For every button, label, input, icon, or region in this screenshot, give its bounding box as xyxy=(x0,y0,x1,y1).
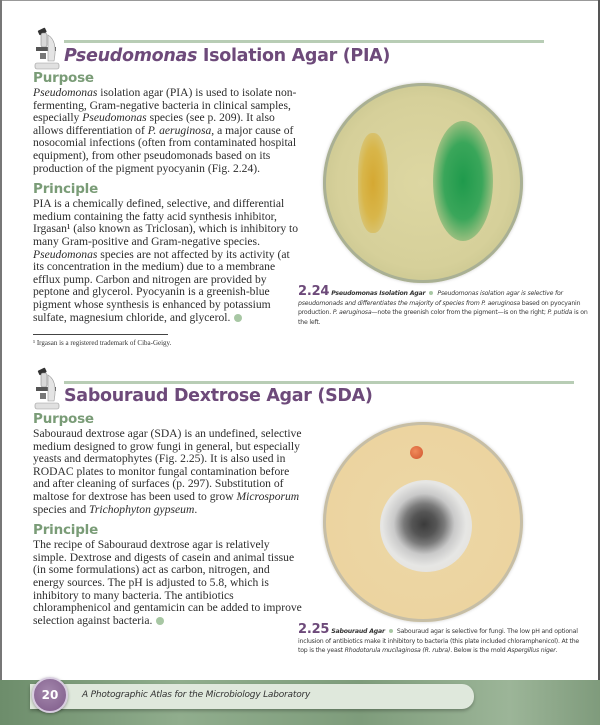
separator-dot-icon xyxy=(389,629,393,633)
purpose-paragraph: Sabouraud dextrose agar (SDA) is an undefined, selective medium designed to grow fungi in general, but especially yeasts and dermatophytes (Fig. 2.25). It is also used in RODAC plates to monitor fungal contamination before and after cleaning of surfaces (p. 297). Substitution of maltose for dextrose has been used to grow Microsporum species and Trichophyton gypseum. xyxy=(33,427,302,516)
title-rule xyxy=(64,381,574,384)
text-column xyxy=(33,411,303,633)
section-title: Pseudomonas Isolation Agar (PIA) xyxy=(64,46,391,66)
end-mark-icon xyxy=(234,314,242,322)
section-title: Sabouraud Dextrose Agar (SDA) xyxy=(64,386,373,406)
figure-caption: 2.24 Pseudomonas Isolation Agar Pseudomonas isolation agar is selective for pseudomonads and differentiates the majority of species from P. aeruginosa based on pyocyanin production. P. aeruginosa—note the greenish color from the pigment—is on the right; P. putida is on the left. xyxy=(298,284,588,326)
running-title: A Photographic Atlas for the Microbiology Laboratory xyxy=(82,690,311,700)
principle-heading: Principle xyxy=(33,181,99,198)
aspergillus-colony xyxy=(380,480,472,572)
figure-title: Pseudomonas Isolation Agar xyxy=(331,290,426,297)
figure-number: 2.25 xyxy=(298,622,330,637)
p-aeruginosa-streak xyxy=(433,121,493,241)
footnote: ¹ Irgasan is a registered trademark of Ciba-Geigy. xyxy=(33,339,172,348)
principle-heading: Principle xyxy=(33,522,99,539)
microscope-icon xyxy=(32,27,62,71)
page-number: 20 xyxy=(32,677,68,713)
title-rule xyxy=(64,40,544,43)
principle-paragraph: The recipe of Sabouraud dextrose agar is relatively simple. Dextrose and digests of casein and animal tissue (in some formulations) act as carbon, nitrogen, and energy sources. The pH is adjusted to 5.8, which is inhibitory to many bacteria. The antibiotics chloramphenicol and gentamicin can be added to improve selection against bacteria. xyxy=(33,538,302,627)
separator-dot-icon xyxy=(429,291,433,295)
purpose-paragraph: Pseudomonas isolation agar (PIA) is used to isolate non-fermenting, Gram-negative bacteria in clinical samples, especially Pseudomonas species (see p. 209). It also allows differentiation of P. aeruginosa, a major cause of nosocomial infections (often from contaminated hospital equipment), from other pseudomonads based on its production of the pigment pyocyanin (Fig. 2.24). xyxy=(33,86,297,175)
principle-paragraph: PIA is a chemically defined, selective, and differential medium containing the fatty acid synthesis inhibitor, Irgasan¹ (also known as Triclosan), which is inhibitory to many Gram-positive and Gram-negative species. Pseudomonas species are not affected by its activity (at its concentration in the medium) due to a membrane efflux pump. Carbon and nitrogen are provided by peptone and glycerol. Pyocyanin is a greenish-blue pigment whose synthesis is enhanced by potassium sulfate, magnesium chloride, and glycerol. xyxy=(33,197,299,324)
footnote-rule xyxy=(33,334,168,335)
purpose-heading: Purpose xyxy=(33,70,94,86)
p-putida-streak xyxy=(358,133,388,233)
page-footer xyxy=(0,680,600,725)
end-mark-icon xyxy=(156,617,164,625)
rhodotorula-colony xyxy=(410,446,423,459)
microscope-icon xyxy=(32,367,62,411)
figure-title: Sabouraud Agar xyxy=(331,628,385,635)
text-column xyxy=(33,70,303,347)
page-border xyxy=(0,0,600,1)
figure-number: 2.24 xyxy=(298,284,330,299)
figure-2-25-petri-dish xyxy=(323,422,523,622)
figure-2-24-petri-dish xyxy=(323,83,523,283)
purpose-heading: Purpose xyxy=(33,411,94,427)
figure-caption: 2.25 Sabouraud Agar Sabouraud agar is selective for fungi. The low pH and optional inclusion of antibiotics make it inhibitory to bacteria (this plate included chloramphenicol). At the top is the yeast Rhodotorula mucilaginosa (R. rubra). Below is the mold Aspergillus niger. xyxy=(298,622,580,654)
